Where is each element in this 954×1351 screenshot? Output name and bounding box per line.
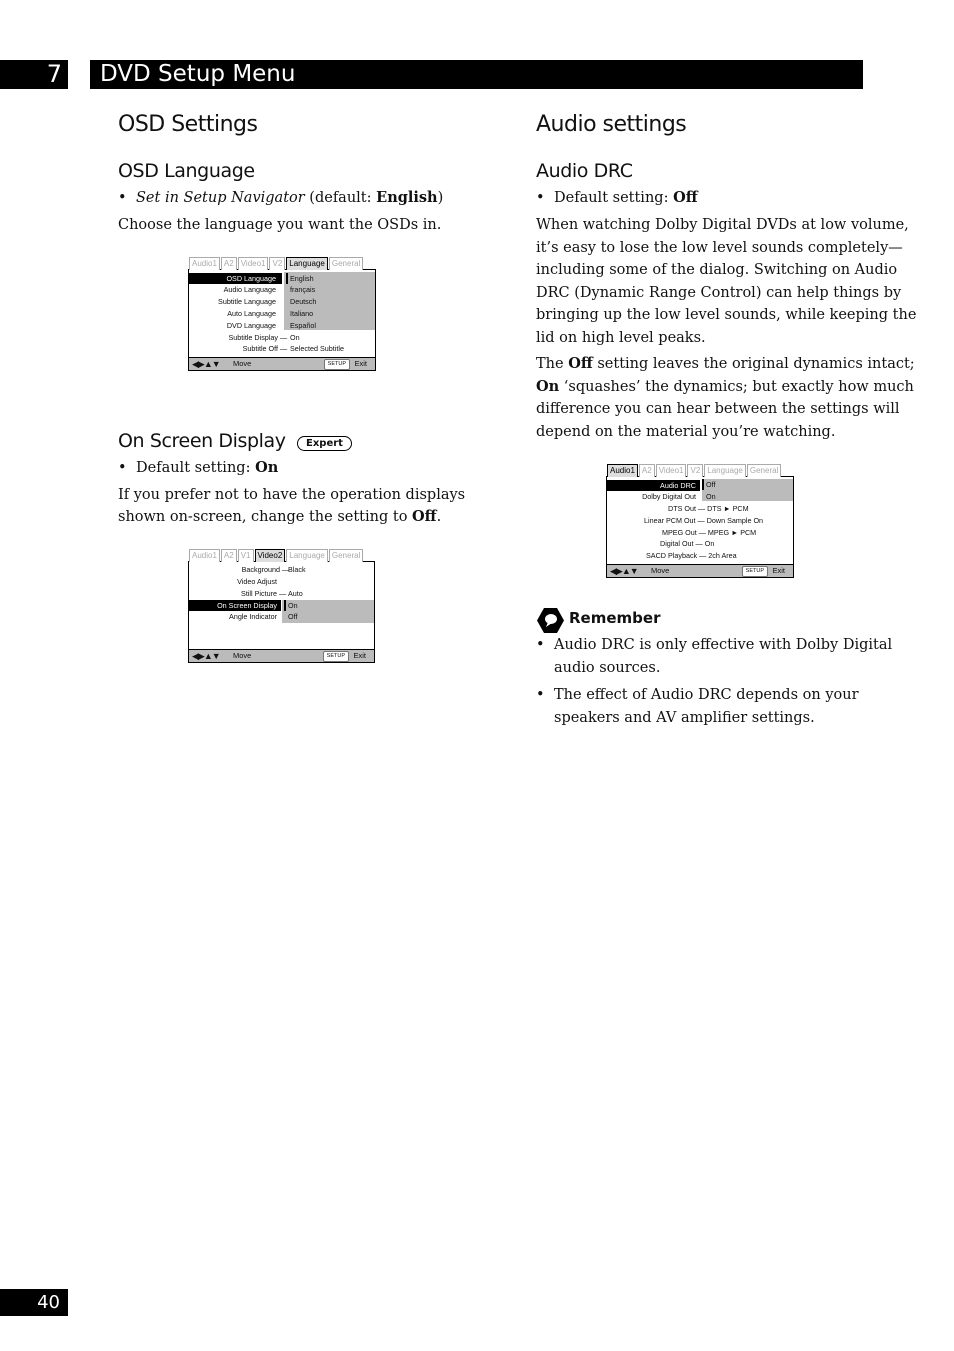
tab-v2: V2 (269, 257, 285, 270)
tab-audio1: Audio1 (607, 464, 638, 477)
line: speakers and AV amplifier settings. (554, 709, 815, 726)
tab-a2: A2 (221, 257, 237, 270)
osd-language-body: Choose the language you want the OSDs in. (118, 217, 442, 233)
dash: — (279, 589, 287, 598)
line: DRC (Dynamic Range Control) can help things by (536, 284, 902, 301)
on-screen-display-heading: On Screen Display (118, 430, 286, 452)
line: including some of the dialog. Switching on Audio (536, 262, 898, 278)
menu-row: Background (241, 565, 280, 574)
line: audio sources. (554, 659, 661, 676)
remember-item (536, 684, 859, 729)
menu-row: Still Picture (241, 589, 277, 598)
tab-language: Language (286, 549, 328, 562)
tab-a2: A2 (221, 549, 237, 562)
menu-row-osd-language: OSD Language (189, 273, 282, 284)
tab-audio1: Audio1 (189, 549, 220, 562)
tab-general: General (329, 257, 363, 270)
setup-key-icon: SETUP (324, 359, 350, 370)
option: Deutsch (290, 297, 317, 306)
line: When watching Dolby Digital DVDs at low volume, (536, 217, 909, 233)
menu-value: Black (288, 565, 306, 574)
tab-video2: Video2 (255, 549, 286, 562)
expert-badge: Expert (297, 436, 352, 451)
audio-settings-title: Audio settings (536, 112, 687, 137)
tab-general: General (329, 549, 363, 562)
option-on: On (284, 600, 298, 611)
option-off: Off (288, 612, 298, 621)
line: • Audio DRC is only effective with Dolby Digital (554, 637, 893, 653)
menu-row: Angle Indicator (229, 612, 277, 621)
line: difference you can hear between the settings will (536, 401, 900, 417)
audio-drc-para1 (536, 214, 916, 349)
audio-drc-heading: Audio DRC (536, 160, 633, 182)
menu-row: DTS Out — DTS ► PCM (668, 504, 749, 513)
option-off: Off (702, 479, 715, 490)
setup-key-icon: SETUP (742, 566, 768, 577)
arrow-keys-icon: ◀▶▲▼ (192, 651, 220, 661)
arrow-keys-icon: ◀▶▲▼ (192, 359, 220, 369)
menu-row-audio-drc: Audio DRC (607, 480, 700, 491)
menu-value: Auto (288, 589, 303, 598)
move-label: Move (233, 651, 252, 660)
menu-value: On (290, 333, 300, 342)
menu-row: Linear PCM Out — Down Sample On (644, 516, 764, 525)
line: On ‘squashes’ the dynamics; but exactly how much (536, 377, 914, 395)
option: Italiano (290, 309, 314, 318)
exit-label: Exit (354, 359, 367, 368)
menu-row: Video Adjust (237, 577, 277, 586)
on-screen-display-screen (188, 551, 375, 663)
tab-video1: Video1 (238, 257, 269, 270)
osd-body-line1: If you prefer not to have the operation displays (118, 487, 466, 503)
tab-language: Language (286, 257, 328, 270)
menu-row-on-screen-display: On Screen Display (189, 600, 281, 611)
menu-row: MPEG Out — MPEG ► PCM (662, 528, 757, 537)
option: français (290, 285, 316, 294)
menu-row: Subtitle Language (218, 297, 276, 306)
tab-language: Language (704, 464, 746, 477)
dash: — (282, 565, 290, 574)
tab-video1: Video1 (656, 464, 687, 477)
option-english: English (286, 273, 314, 284)
menu-row: Subtitle Off (242, 344, 278, 353)
arrow-keys-icon: ◀▶▲▼ (610, 566, 638, 576)
remember-item (536, 634, 892, 679)
page-number: 40 (0, 1289, 68, 1316)
screen-tabs (607, 464, 782, 477)
remember-icon (537, 608, 564, 633)
osd-language-default: • Set in Setup Navigator (default: English) (118, 187, 443, 210)
option-on: On (706, 492, 716, 501)
dash: — (280, 333, 288, 342)
audio-drc-default: • Default setting: Off (536, 187, 698, 210)
dash: — (280, 344, 288, 353)
options-panel (702, 479, 793, 501)
setup-key-icon: SETUP (323, 651, 349, 662)
line: The Off setting leaves the original dynamics intact; (536, 355, 915, 372)
move-label: Move (233, 359, 252, 368)
chapter-number: 7 (0, 60, 68, 89)
tab-v2: V2 (687, 464, 703, 477)
screen-footer (189, 649, 374, 662)
screen-footer (189, 357, 375, 370)
menu-row: Dolby Digital Out (642, 492, 696, 501)
tab-audio1: Audio1 (189, 257, 220, 270)
menu-row: SACD Playback — 2ch Area (646, 551, 737, 560)
screen-tabs (189, 257, 364, 270)
option: Español (290, 321, 316, 330)
exit-label: Exit (772, 566, 785, 575)
tab-a2: A2 (639, 464, 655, 477)
osd-language-heading: OSD Language (118, 160, 255, 182)
menu-value: Selected Subtitle (290, 344, 344, 353)
menu-row: DVD Language (226, 321, 276, 330)
line: lid on high level peaks. (536, 329, 706, 346)
audio-drc-screen (606, 466, 794, 578)
line: bringing up the low level sounds, while keeping the (536, 307, 917, 323)
move-label: Move (651, 566, 670, 575)
screen-footer (607, 564, 793, 577)
osd-settings-title: OSD Settings (118, 112, 258, 137)
menu-row: Subtitle Display (228, 333, 278, 342)
line: depend on the material you’re watching. (536, 423, 836, 440)
menu-row: Audio Language (223, 285, 276, 294)
osd-body-line2: shown on-screen, change the setting to Off. (118, 508, 442, 525)
osd-language-screen (188, 259, 376, 371)
menu-row: Auto Language (227, 309, 276, 318)
screen-tabs (189, 549, 364, 562)
line: • The effect of Audio DRC depends on your (554, 687, 859, 703)
line: it’s easy to lose the low level sounds completely— (536, 239, 903, 256)
osd-default: • Default setting: On (118, 457, 278, 480)
chapter-title: DVD Setup Menu (90, 60, 863, 89)
menu-row: Digital Out — On (660, 539, 715, 548)
tab-v1: V1 (238, 549, 254, 562)
remember-heading: Remember (569, 609, 661, 627)
audio-drc-para2 (536, 353, 915, 443)
tab-general: General (747, 464, 781, 477)
exit-label: Exit (353, 651, 366, 660)
